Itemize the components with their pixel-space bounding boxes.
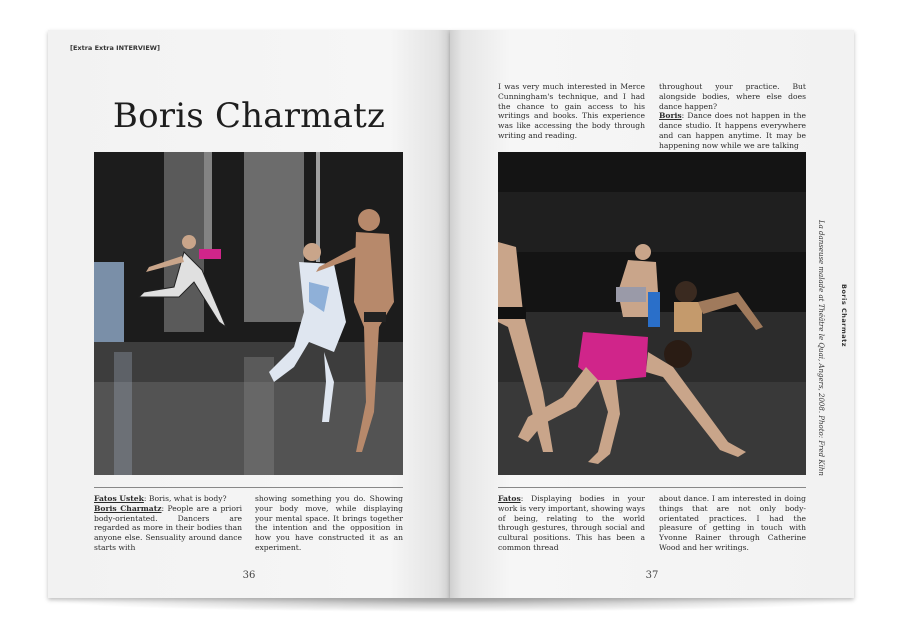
answer-text: : People are a priori body-orientated. Dancers are regarded as more in their bodies than anyone else. Sensuality around dance starts with (94, 503, 242, 552)
article-title: Boris Charmatz (112, 96, 386, 136)
interview-column-2: showing something you do. Showing your body move, while displaying your mental space. It brings together the intention and the opposition in how you have constructed it as an experiment. (255, 494, 403, 552)
page-number: 37 (645, 570, 659, 581)
question-text: : Boris, what is body? (143, 494, 227, 503)
interview-column-3 (498, 494, 645, 553)
column-rule (498, 487, 806, 488)
speaker-name: Fatos Ustek (94, 494, 144, 503)
interview-column-top-1: I was very much interested in Merce Cunningham's technique, and I had the chance to gain access to his writings and books. This experience was like accessing the body through writing and reading. (498, 82, 645, 140)
running-head: Boris Charmatz (840, 284, 848, 348)
right-page (450, 30, 854, 598)
dance-photo-left-illustration (94, 152, 403, 475)
speaker-name: Boris Charmatz (94, 503, 162, 513)
left-page (48, 30, 450, 598)
interview-column-top-2 (659, 82, 806, 151)
page-number: 36 (242, 570, 256, 581)
speaker-name: Fatos (498, 494, 521, 503)
answer-text: : Dance does not happen in the dance studio. It happens everywhere and can happen anytime. It may be happening now while we are talking (659, 111, 806, 150)
photo-caption: La danseuse malade at Théâtre le Quai, Angers, 2008. Photo: Fred Kihn (817, 220, 825, 476)
section-tag: [Extra Extra INTERVIEW] (70, 44, 160, 52)
interview-column-4: about dance. I am interested in doing things that are not only body-orientated practices. I had the pleasure of getting in touch with Yvonne Rainer through Catherine Wood and her writings. (659, 494, 806, 552)
question-text: : Displaying bodies in your work is very important, showing ways of being, relating to the world through gestures, through social and cultural positions. This has been a common thread (498, 494, 645, 552)
speaker-name: Boris (659, 111, 682, 121)
dance-photo-right (498, 152, 806, 475)
dance-photo-left (94, 152, 403, 475)
dance-photo-right-illustration (498, 152, 806, 475)
question-text: throughout your practice. But alongside bodies, where else does dance happen? (659, 82, 806, 111)
column-rule (94, 487, 403, 488)
interview-column-1 (94, 494, 242, 553)
